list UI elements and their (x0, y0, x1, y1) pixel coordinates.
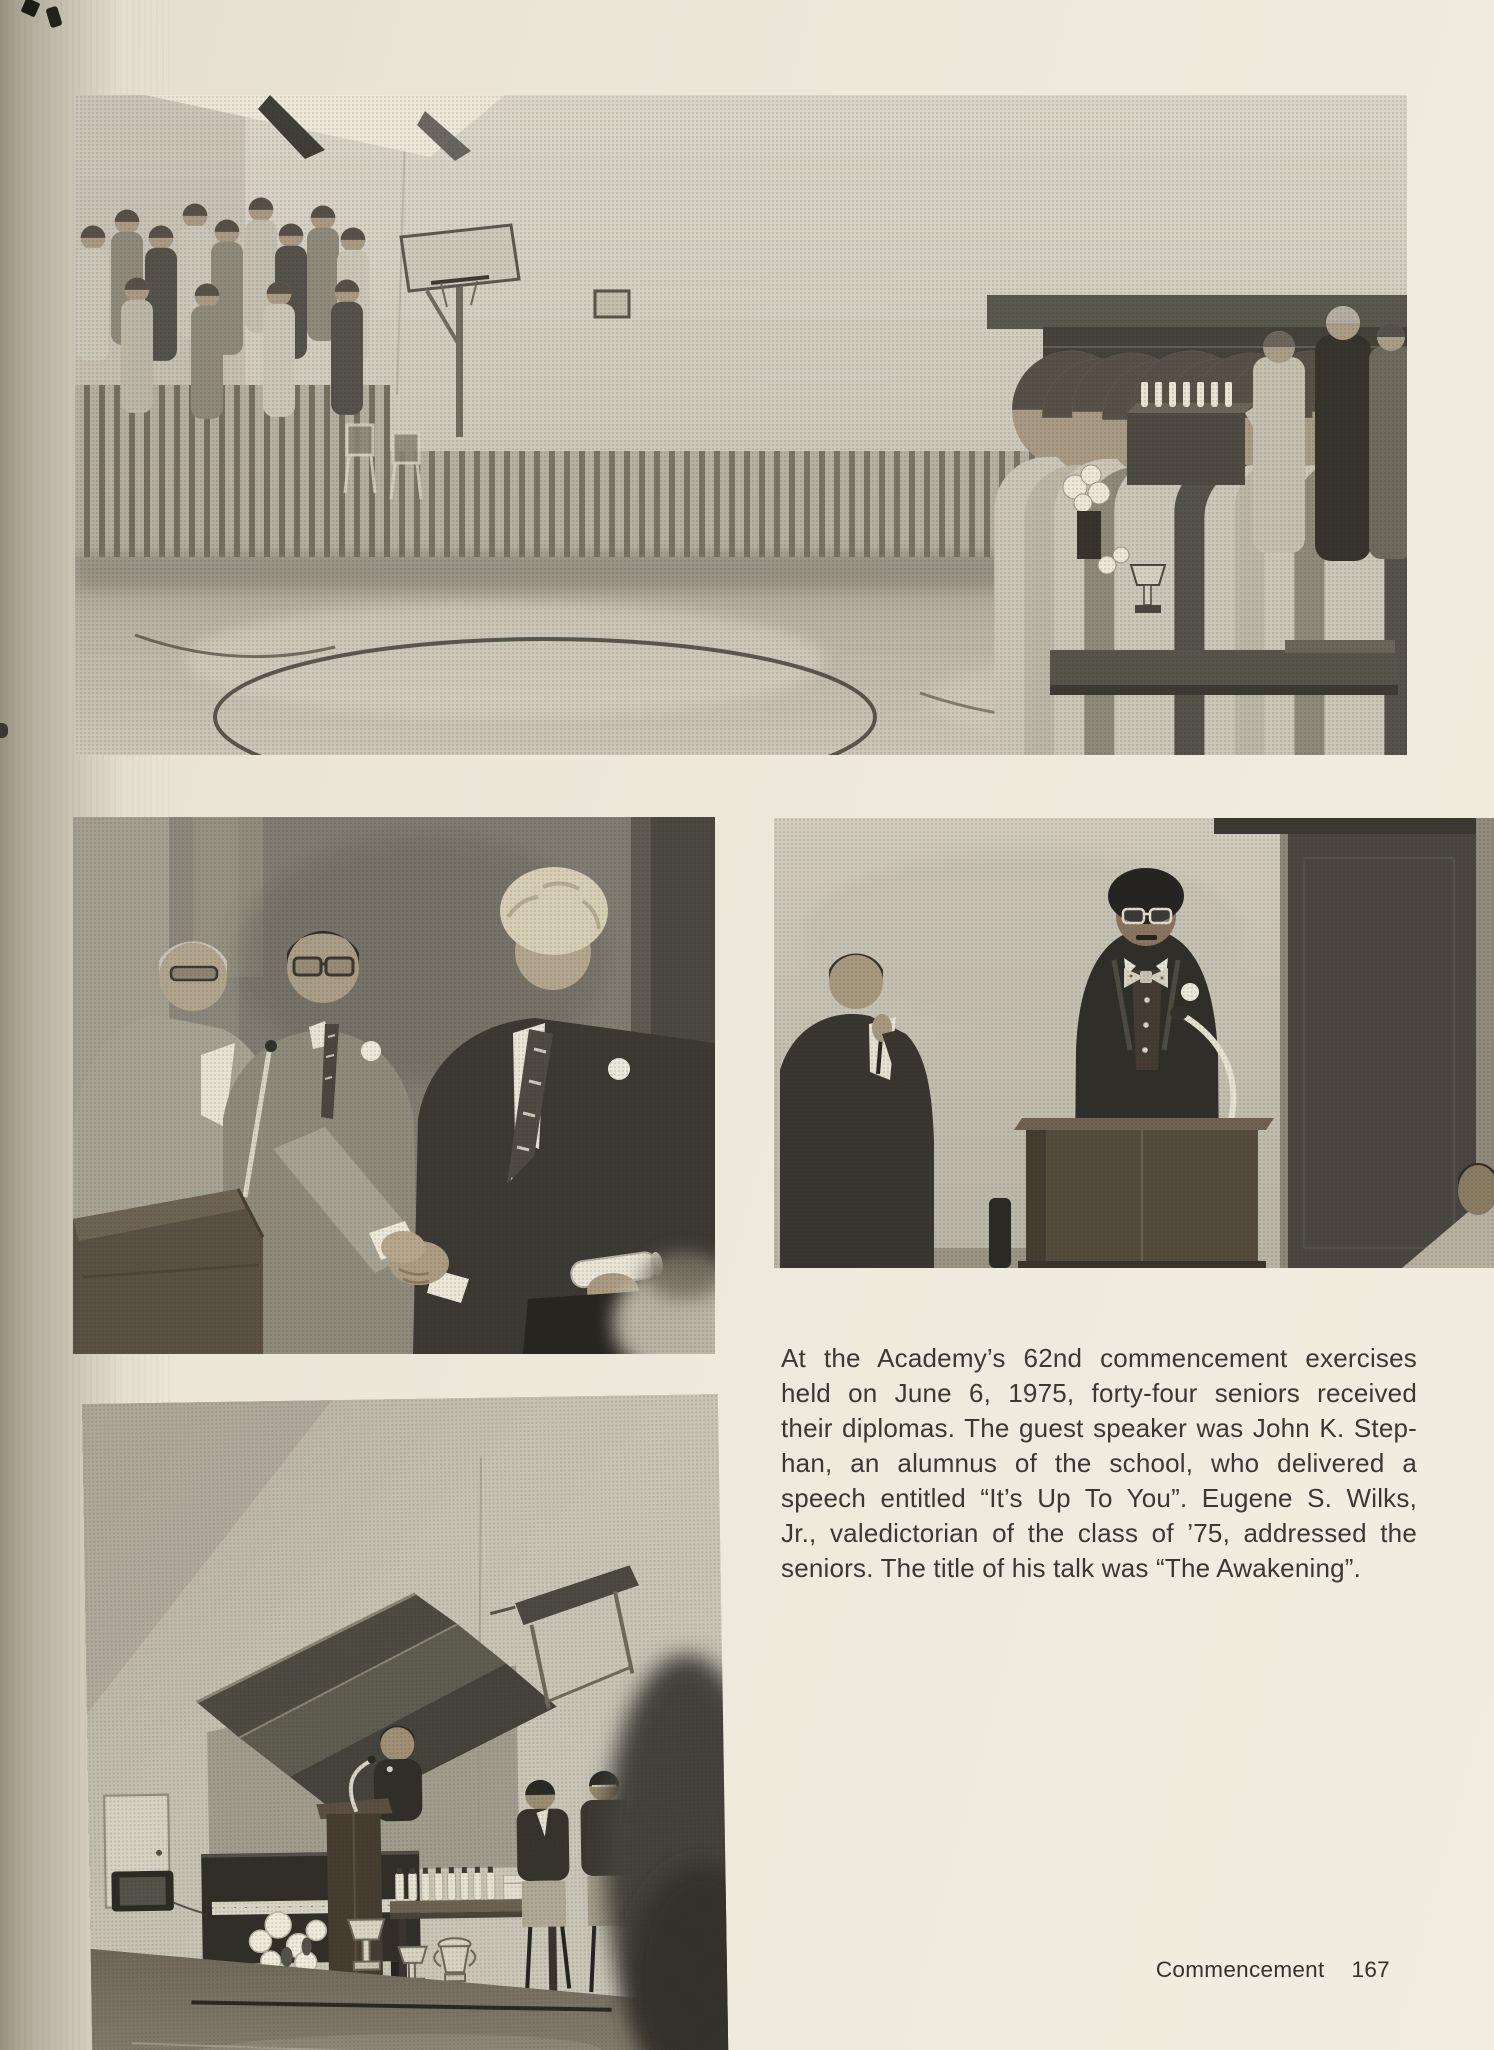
handshake-photo-art (73, 817, 715, 1354)
caption-line: speech entitled “It’s Up To You”. Eugene S. Wilks, (781, 1483, 1417, 1513)
section-label: Commencement (1155, 1957, 1325, 1982)
page-number: 167 (1351, 1957, 1390, 1982)
assembly-photo-art (75, 95, 1407, 755)
caption-line: Jr., valedictorian of the class of ’75, addressed the (781, 1518, 1417, 1548)
caption-line: their diplomas. The guest speaker was John K. Step- (781, 1413, 1417, 1443)
scan-artifact-mark (0, 723, 8, 738)
page-footer (1156, 1957, 1390, 1983)
photo-commencement-assembly (75, 95, 1407, 755)
caption-line: seniors. The title of his talk was “The Awakening”. (781, 1553, 1362, 1583)
photo-diploma-handshake (73, 817, 715, 1354)
caption-line: At the Academy’s 62nd commencement exercises (781, 1343, 1417, 1373)
photo-awards-stage (82, 1394, 729, 2050)
caption-paragraph (781, 1341, 1417, 1586)
speaker-photo-art (774, 818, 1494, 1268)
speaker-podium (1014, 1118, 1274, 1268)
photo-speaker-podium (774, 818, 1494, 1268)
caption-line: held on June 6, 1975, forty-four seniors received (781, 1378, 1417, 1408)
scan-artifact-mark (45, 6, 62, 29)
scan-artifact-mark (21, 0, 41, 17)
caption-line: han, an alumnus of the school, who delivered a (781, 1448, 1417, 1478)
awards-photo-art (82, 1394, 729, 2050)
